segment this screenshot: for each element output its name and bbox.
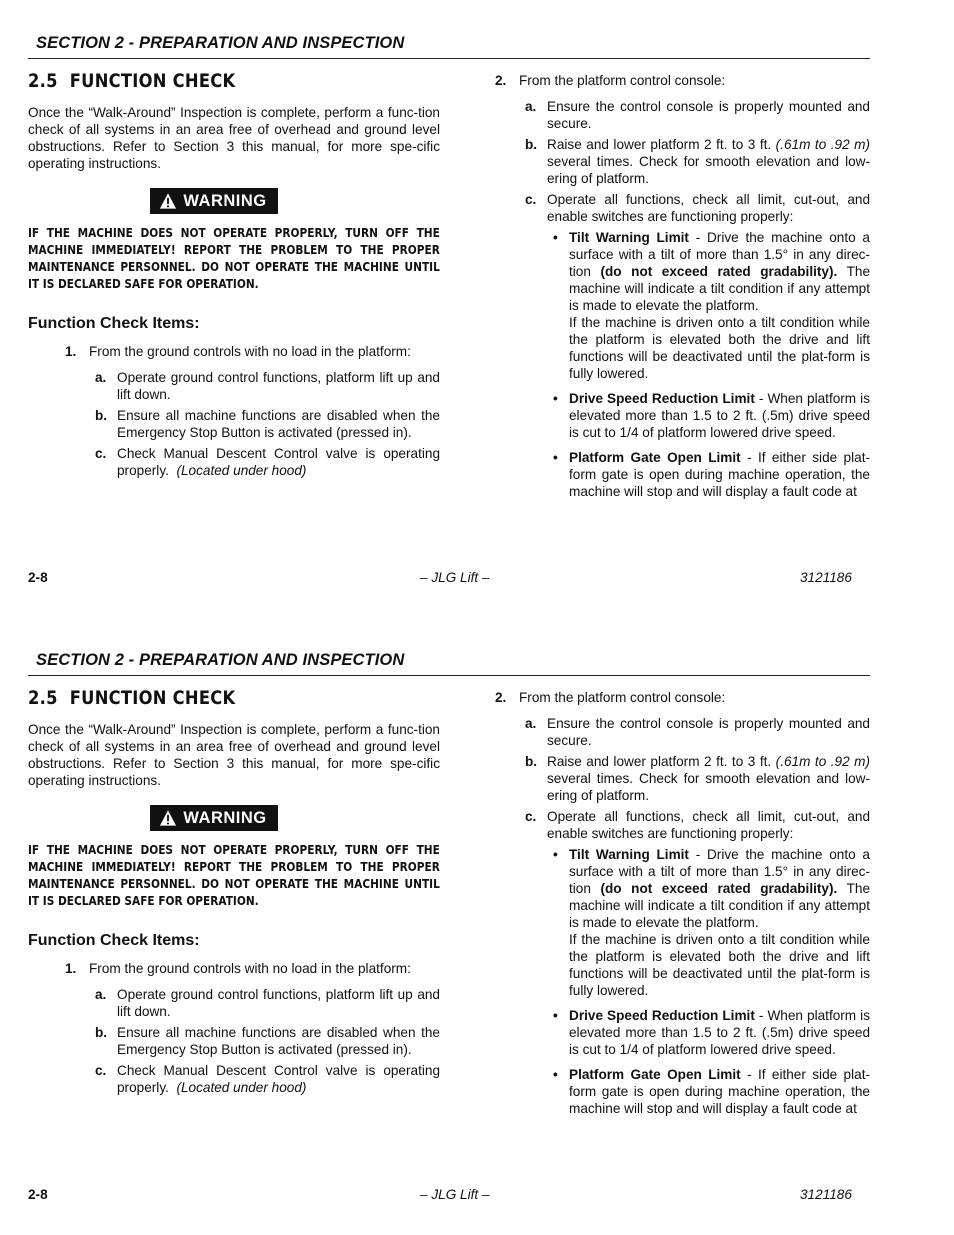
bullet-gate-open (553, 449, 871, 500)
list-marker: 1. (65, 344, 77, 359)
bullet-marker: • (553, 230, 558, 245)
bullet-title: Drive Speed Reduction Limit (569, 391, 755, 406)
list-item-text: Ensure the control console is properly mounted and secure. (547, 716, 870, 748)
warning-triangle-icon (159, 809, 177, 827)
list-item-2 (495, 72, 870, 89)
metric-note: (.61m to .92 m) (775, 754, 871, 769)
list-item-note: (Located under hood) (176, 463, 307, 478)
list-marker: b. (525, 754, 538, 769)
bullet-text: - Drive the machine onto a surface with a tilt of more than 1.5° in any direc-tion (569, 230, 870, 279)
manual-page-2 (0, 617, 954, 1234)
list-item-note: (Located under hood) (176, 1080, 307, 1095)
list-item-text: Check Manual Descent Control valve is operating properly. (117, 446, 440, 478)
header-rule (28, 675, 870, 676)
list-item-text: From the platform control console: (519, 73, 726, 88)
bullet-title: Platform Gate Open Limit (569, 450, 741, 465)
bullet-bold-text: (do not exceed rated gradability). (600, 264, 838, 279)
bullet-marker: • (553, 450, 558, 465)
list-item-text: Operate ground control functions, platform lift up and lift down. (117, 370, 440, 402)
list-item-2b (525, 136, 871, 187)
list-item-text-cont: several times. Check for smooth elevation and low-ering of platform. (547, 771, 870, 803)
warning-triangle-icon (159, 192, 177, 210)
section-header: SECTION 2 - PREPARATION AND INSPECTION (36, 34, 405, 52)
warning-text: IF THE MACHINE DOES NOT OPERATE PROPERLY, TURN OFF THE MACHINE IMMEDIATELY! REPORT THE PROBLEM TO THE PROPER MAINTENANCE PERSONNEL. DO NOT OPERATE THE MACHINE UNTIL IT IS DECLARED SAFE FOR OPERATION. (28, 843, 440, 908)
list-item-text: From the ground controls with no load in the platform: (89, 961, 411, 976)
list-item-text: Operate ground control functions, platform lift up and lift down. (117, 987, 440, 1019)
list-item-1 (65, 960, 440, 977)
right-column (494, 72, 870, 508)
header-rule (28, 58, 870, 59)
function-check-subhead: Function Check Items: (28, 315, 200, 332)
bullet-text-cont: The machine will indicate a tilt condition if any attempt is made to elevate the platform. (569, 264, 871, 313)
bullet-marker: • (553, 1067, 558, 1082)
warning-box (138, 188, 290, 215)
list-item-text: Raise and lower platform 2 ft. to 3 ft. (547, 754, 772, 769)
bullet-marker: • (553, 391, 558, 406)
list-item-text: Operate all functions, check all limit, cut-out, and enable switches are functioning properly: (547, 809, 870, 841)
warning-text: IF THE MACHINE DOES NOT OPERATE PROPERLY, TURN OFF THE MACHINE IMMEDIATELY! REPORT THE PROBLEM TO THE PROPER MAINTENANCE PERSONNEL. DO NOT OPERATE THE MACHINE UNTIL IT IS DECLARED SAFE FOR OPERATION. (28, 226, 440, 291)
bullet-text: - If either side plat-form gate is open during machine operation, the machine will stop and will display a fault code at (569, 450, 871, 499)
list-marker: 1. (65, 961, 77, 976)
list-item-1 (65, 343, 440, 360)
section-title (28, 70, 382, 92)
left-column (28, 70, 440, 483)
metric-note: (.61m to .92 m) (775, 137, 871, 152)
list-item-text: Ensure all machine functions are disabled when the Emergency Stop Button is activated (pressed in). (117, 1025, 440, 1057)
warning-box (138, 805, 290, 832)
bullet-marker: • (553, 847, 558, 862)
list-marker: b. (525, 137, 538, 152)
list-marker: 2. (495, 73, 507, 88)
list-item-2c (525, 808, 870, 842)
list-item-text: From the ground controls with no load in the platform: (89, 344, 411, 359)
bullet-text: - When platform is elevated more than 1.5 to 2 ft. (.5m) drive speed is cut to 1/4 of platform lowered drive speed. (569, 391, 870, 440)
footer-page-number: 2-8 (28, 570, 48, 585)
bullet-bold-text: (do not exceed rated gradability). (600, 881, 838, 896)
bullet-text-para: If the machine is driven onto a tilt condition while the platform is elevated both the drive and lift functions will be deactivated until the plat-form is fully lowered. (569, 932, 870, 998)
list-marker: b. (95, 408, 108, 423)
list-item-text: From the platform control console: (519, 690, 726, 705)
list-item-1c (95, 445, 440, 479)
footer-doc-number: 3121186 (800, 1187, 852, 1202)
list-item-1b (95, 1024, 440, 1058)
footer-brand: – JLG Lift – (420, 570, 490, 585)
list-marker: a. (95, 370, 107, 385)
right-column (494, 689, 870, 1125)
list-item-text: Ensure the control console is properly mounted and secure. (547, 99, 870, 131)
function-check-subhead: Function Check Items: (28, 932, 200, 949)
list-marker: a. (525, 716, 537, 731)
list-item-1a (95, 986, 440, 1020)
intro-paragraph: Once the “Walk-Around” Inspection is complete, perform a func-tion check of all systems in an area free of overhead and ground level obstructions. Refer to Section 3 this manual, for more spe-cific operating instructions. (28, 105, 440, 171)
bullet-drive-speed (553, 1007, 870, 1058)
list-marker: 2. (495, 690, 507, 705)
list-item-text: Operate all functions, check all limit, cut-out, and enable switches are functioning properly: (547, 192, 870, 224)
list-marker: c. (525, 192, 537, 207)
bullet-marker: • (553, 1008, 558, 1023)
manual-page-1 (0, 0, 954, 617)
section-title-text: FUNCTION CHECK (69, 70, 236, 92)
list-marker: a. (525, 99, 537, 114)
list-marker: c. (95, 446, 107, 461)
section-title-text: FUNCTION CHECK (69, 687, 236, 709)
section-title (28, 687, 382, 709)
list-item-text-cont: several times. Check for smooth elevation and low-ering of platform. (547, 154, 870, 186)
warning-label: WARNING (183, 191, 267, 210)
warning-badge (150, 805, 277, 831)
list-marker: b. (95, 1025, 108, 1040)
list-item-2a (525, 98, 870, 132)
bullet-title: Tilt Warning Limit (569, 230, 689, 245)
bullet-text-cont: The machine will indicate a tilt condition if any attempt is made to elevate the platform. (569, 881, 871, 930)
section-number: 2.5 (28, 687, 58, 709)
list-item-text: Check Manual Descent Control valve is operating properly. (117, 1063, 440, 1095)
bullet-drive-speed (553, 390, 870, 441)
left-column (28, 687, 440, 1100)
bullet-text-para: If the machine is driven onto a tilt condition while the platform is elevated both the drive and lift functions will be deactivated until the plat-form is fully lowered. (569, 315, 870, 381)
list-item-1a (95, 369, 440, 403)
section-number: 2.5 (28, 70, 58, 92)
bullet-text: - When platform is elevated more than 1.5 to 2 ft. (.5m) drive speed is cut to 1/4 of platform lowered drive speed. (569, 1008, 870, 1057)
list-item-2 (495, 689, 870, 706)
footer-page-number: 2-8 (28, 1187, 48, 1202)
list-marker: c. (95, 1063, 107, 1078)
bullet-text: - If either side plat-form gate is open during machine operation, the machine will stop and will display a fault code at (569, 1067, 871, 1116)
bullet-tilt-warning (553, 229, 871, 382)
bullet-title: Drive Speed Reduction Limit (569, 1008, 755, 1023)
bullet-gate-open (553, 1066, 871, 1117)
list-item-1b (95, 407, 440, 441)
list-marker: a. (95, 987, 107, 1002)
footer-doc-number: 3121186 (800, 570, 852, 585)
list-item-2c (525, 191, 870, 225)
list-item-text: Ensure all machine functions are disabled when the Emergency Stop Button is activated (pressed in). (117, 408, 440, 440)
warning-badge (150, 188, 277, 214)
list-item-text: Raise and lower platform 2 ft. to 3 ft. (547, 137, 772, 152)
list-item-2b (525, 753, 871, 804)
intro-paragraph: Once the “Walk-Around” Inspection is complete, perform a func-tion check of all systems in an area free of overhead and ground level obstructions. Refer to Section 3 this manual, for more spe-cific operating instructions. (28, 722, 440, 788)
list-item-1c (95, 1062, 440, 1096)
footer-brand: – JLG Lift – (420, 1187, 490, 1202)
list-item-2a (525, 715, 870, 749)
list-marker: c. (525, 809, 537, 824)
bullet-title: Platform Gate Open Limit (569, 1067, 741, 1082)
section-header: SECTION 2 - PREPARATION AND INSPECTION (36, 651, 405, 669)
bullet-text: - Drive the machine onto a surface with a tilt of more than 1.5° in any direc-tion (569, 847, 870, 896)
bullet-title: Tilt Warning Limit (569, 847, 689, 862)
bullet-tilt-warning (553, 846, 871, 999)
warning-label: WARNING (183, 808, 267, 827)
